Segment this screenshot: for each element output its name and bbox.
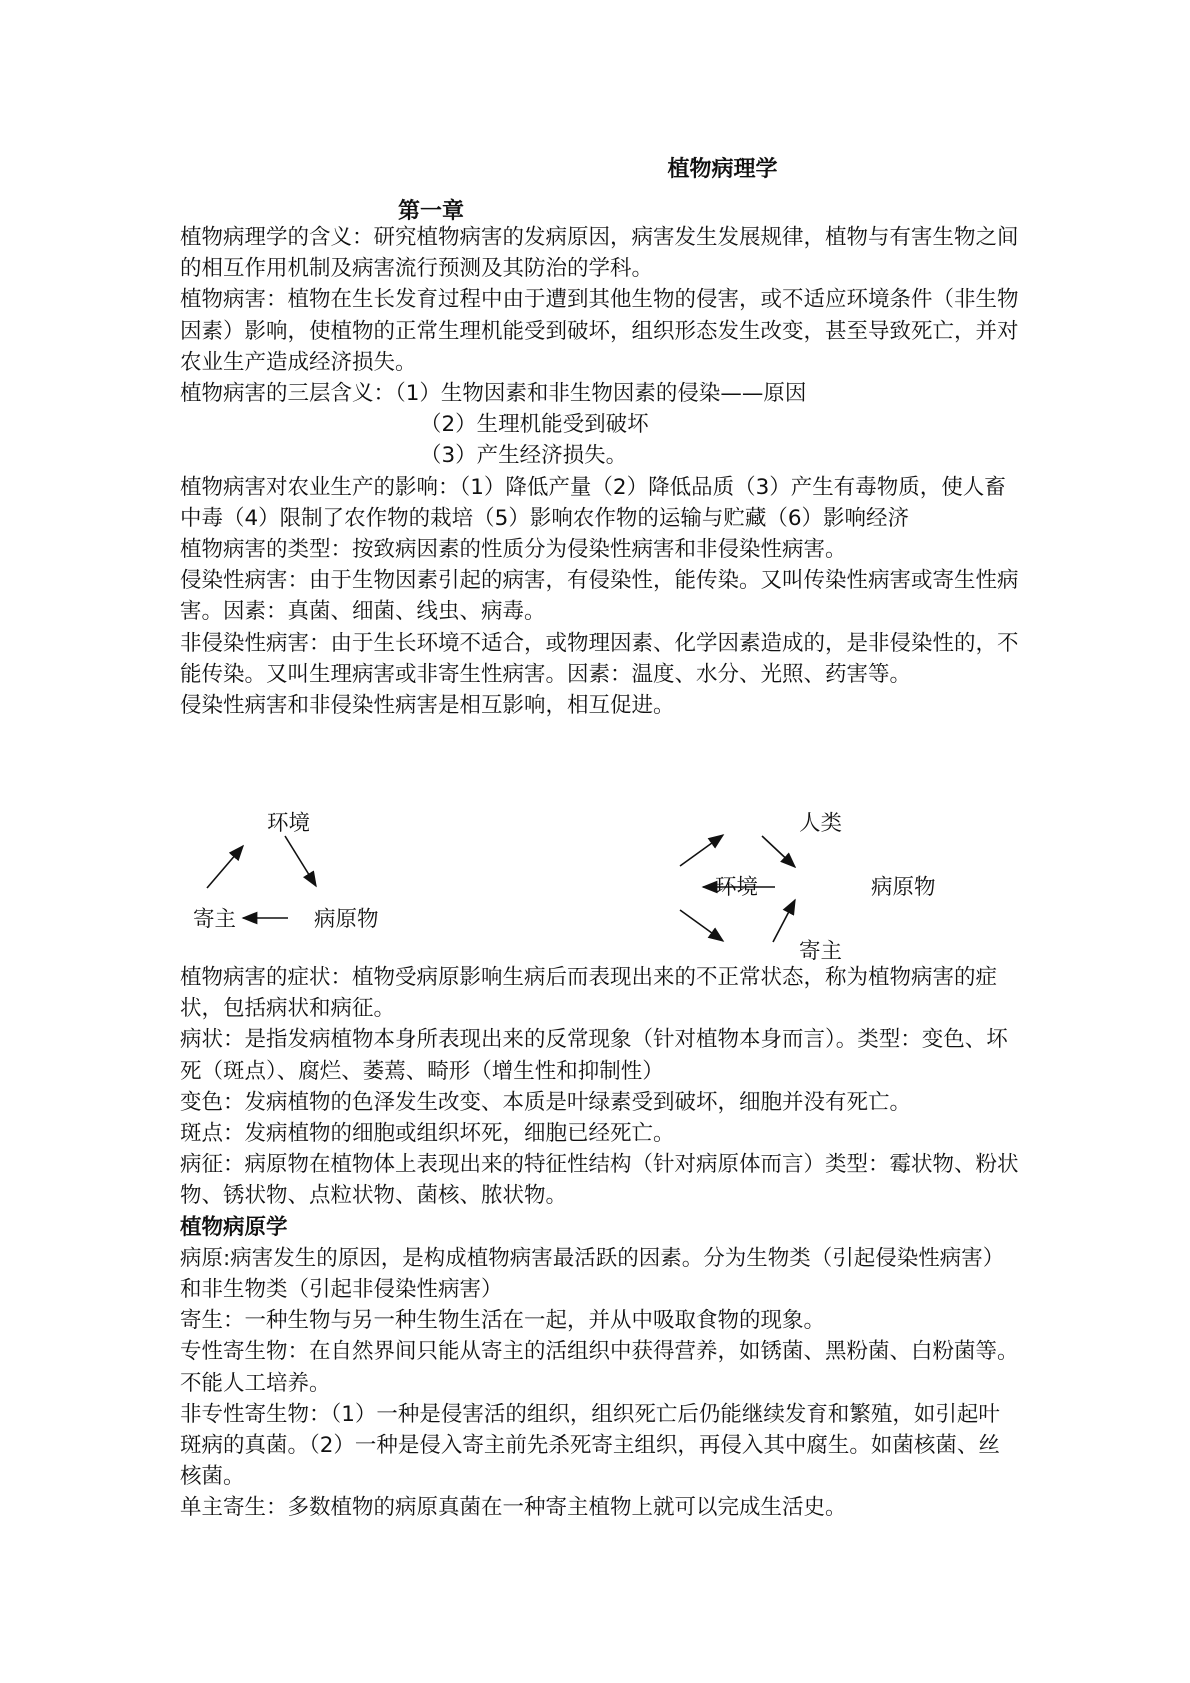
arrow <box>762 836 795 867</box>
label-environment: 环境 <box>715 875 759 900</box>
section-heading: 植物病原学 <box>180 1214 288 1240</box>
document-title: 植物病理学 <box>667 157 778 182</box>
paragraph: 单主寄生：多数植物的病原真菌在一种寄主植物上就可以完成生活史。 <box>180 1495 847 1521</box>
paragraph-indented: （2）生理机能受到破坏 <box>420 412 649 438</box>
paragraph: 寄生：一种生物与另一种生物生活在一起，并从中吸取食物的现象。 <box>180 1308 826 1334</box>
arrow <box>285 836 316 886</box>
arrow <box>680 910 723 941</box>
paragraph: 病原:病害发生的原因，是构成植物病害最活跃的因素。分为生物类（引起侵染性病害）和非生物类（引起非侵染性病害） <box>180 1245 1005 1303</box>
arrow <box>773 900 795 942</box>
paragraph: 植物病害：植物在生长发育过程中由于遭到其他生物的侵害，或不适应环境条件（非生物因素）影响，使植物的正常生理机能受到破坏，组织形态发生改变，甚至导致死亡，并对农业生产造成经济损失。 <box>180 287 1019 375</box>
label-human: 人类 <box>799 811 843 836</box>
section-symptoms <box>180 962 1020 1524</box>
label-host: 寄主 <box>799 939 843 964</box>
paragraph: 侵染性病害：由于生物因素引起的病害，有侵染性，能传染。又叫传染性病害或寄生性病害。因素：真菌、细菌、线虫、病毒。 <box>180 568 1019 625</box>
label-environment: 环境 <box>267 811 311 836</box>
paragraph-indented: （3）产生经济损失。 <box>420 443 628 469</box>
paragraph: 非专性寄生物：（1）一种是侵害活的组织，组织死亡后仍能继续发育和繁殖，如引起叶斑病的真菌。（2）一种是侵入寄主前先杀死寄主组织，再侵入其中腐生。如菌核菌、丝核菌。 <box>180 1401 1000 1490</box>
paragraph: 变色：发病植物的色泽发生改变、本质是叶绿素受到破坏，细胞并没有死亡。 <box>180 1089 912 1115</box>
paragraph: 侵染性病害和非侵染性病害是相互影响，相互促进。 <box>180 693 675 719</box>
paragraph: 病征：病原物在植物体上表现出来的特征性结构（针对病原体而言）类型：霉状物、粉状物、锈状物、点粒状物、菌核、脓状物。 <box>180 1152 1019 1209</box>
arrow <box>680 835 723 866</box>
paragraph: 植物病理学的含义：研究植物病害的发病原因，病害发生发展规律，植物与有害生物之间的相互作用机制及病害流行预测及其防治的学科。 <box>180 225 1019 282</box>
paragraph: 病状：是指发病植物本身所表现出来的反常现象（针对植物本身而言）。类型：变色、坏死（斑点）、腐烂、萎蔫、畸形（增生性和抑制性） <box>180 1027 1008 1084</box>
chapter-heading: 第一章 <box>398 199 465 224</box>
paragraph: 植物病害的三层含义：（1）生物因素和非生物因素的侵染——原因 <box>180 381 807 407</box>
paragraph: 斑点：发病植物的细胞或组织坏死，细胞已经死亡。 <box>180 1121 675 1147</box>
paragraph: 植物病害的类型：按致病因素的性质分为侵染性病害和非侵染性病害。 <box>180 537 847 563</box>
label-pathogen: 病原物 <box>871 875 936 900</box>
label-pathogen: 病原物 <box>314 907 379 932</box>
paragraph: 专性寄生物：在自然界间只能从寄主的活组织中获得营养，如锈菌、黑粉菌、白粉菌等。不能人工培养。 <box>180 1339 1019 1396</box>
label-host: 寄主 <box>193 907 237 932</box>
arrow <box>207 846 243 888</box>
paragraph: 植物病害对农业生产的影响：（1）降低产量（2）降低品质（3）产生有毒物质，使人畜中毒（4）限制了农作物的栽培（5）影响农作物的运输与贮藏（6）影响经济 <box>180 474 1006 531</box>
paragraph: 植物病害的症状：植物受病原影响生病后而表现出来的不正常状态，称为植物病害的症状，包括病状和病征。 <box>180 965 998 1022</box>
paragraph: 非侵染性病害：由于生长环境不适合，或物理因素、化学因素造成的，是非侵染性的，不能传染。又叫生理病害或非寄生性病害。因素：温度、水分、光照、药害等。 <box>180 630 1019 687</box>
